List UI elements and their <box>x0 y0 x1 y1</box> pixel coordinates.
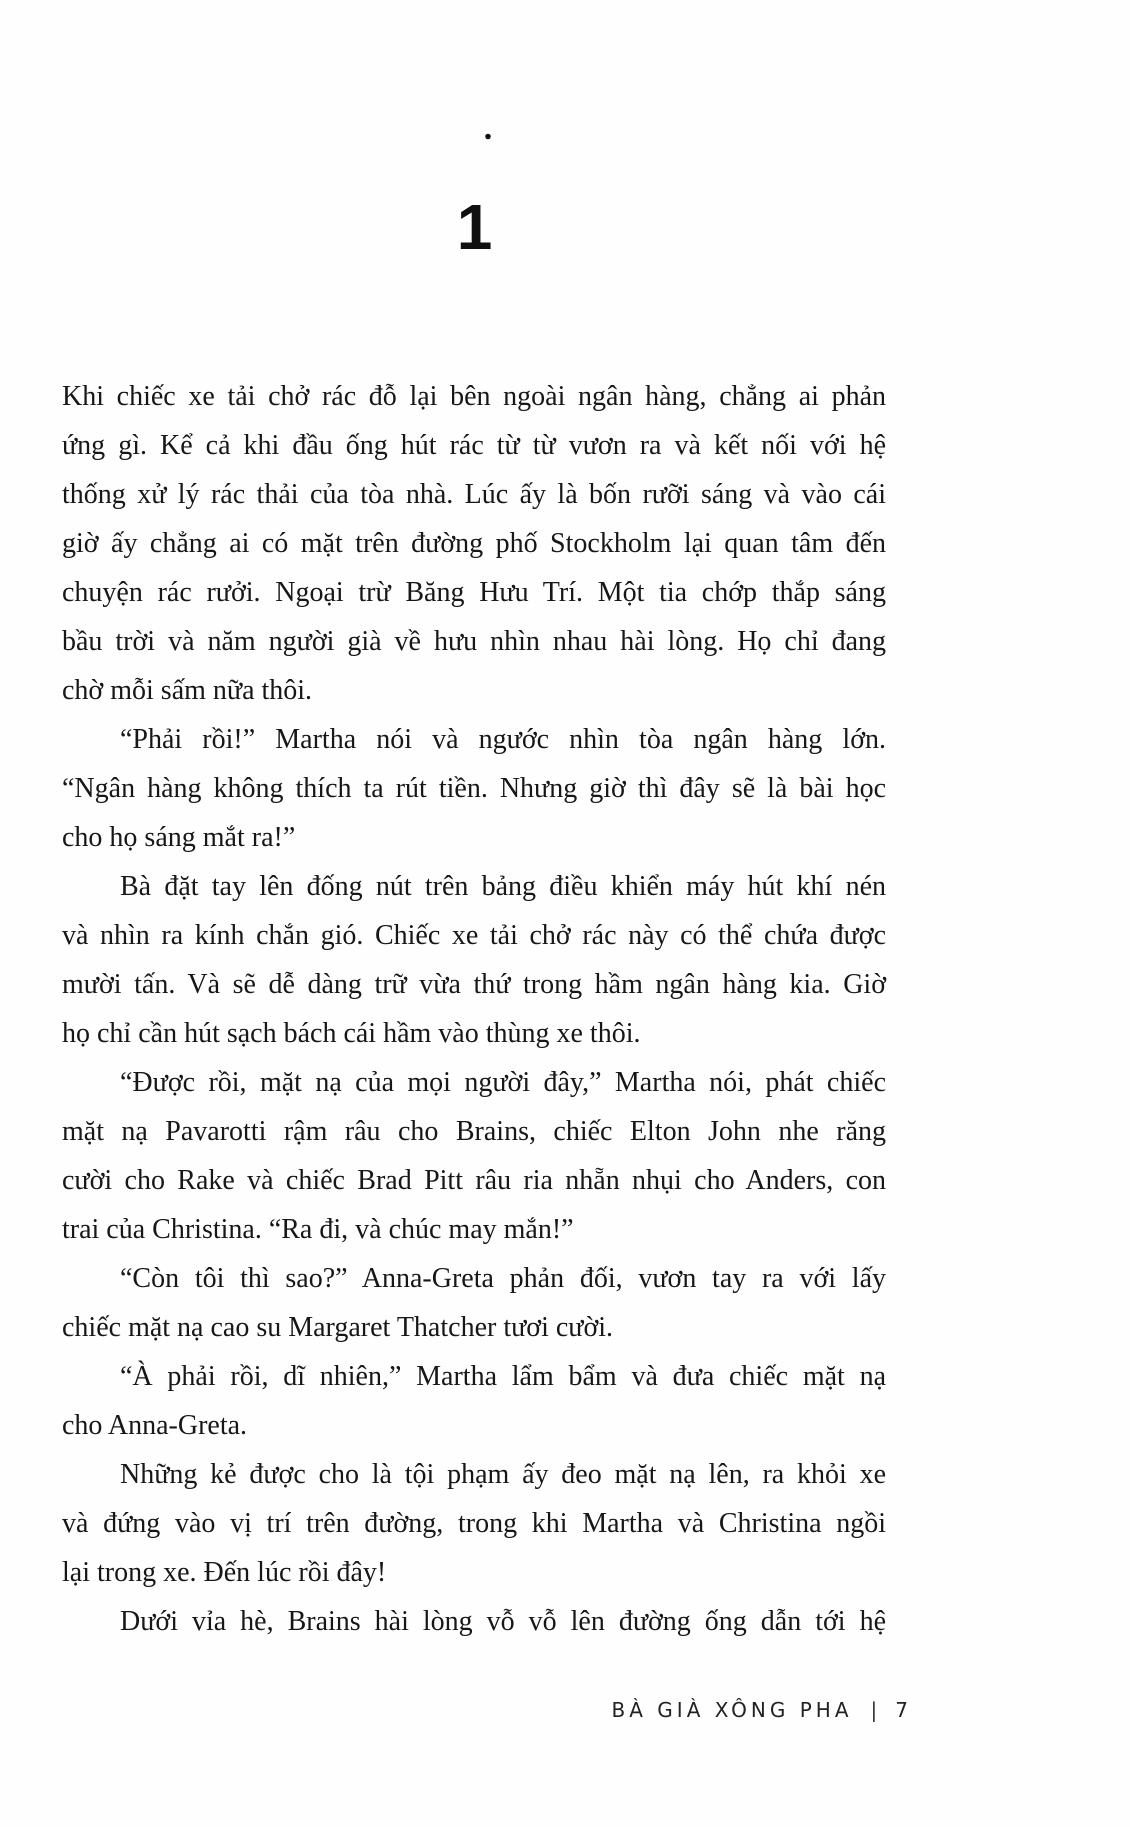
text-line: “Phải rồi!” Martha nói và ngước nhìn tòa ngân hàng lớn. <box>120 724 886 755</box>
paragraph <box>62 1254 886 1352</box>
paragraph <box>62 1058 886 1254</box>
text-line: “À phải rồi, dĩ nhiên,” Martha lẩm bẩm và đưa chiếc mặt nạ <box>120 1361 886 1392</box>
text-line: “Được rồi, mặt nạ của mọi người đây,” Martha nói, phát chiếc <box>120 1067 886 1098</box>
text-line: chuyện rác rưởi. Ngoại trừ Băng Hưu Trí. Một tia chớp thắp sáng <box>62 577 886 608</box>
text-line: “Ngân hàng không thích ta rút tiền. Nhưng giờ thì đây sẽ là bài học <box>62 773 886 804</box>
footer-separator: | <box>870 1698 882 1722</box>
text-line: chiếc mặt nạ cao su Margaret Thatcher tươi cười. <box>62 1312 614 1343</box>
text-line: ứng gì. Kể cả khi đầu ống hút rác từ từ vươn ra và kết nối với hệ <box>62 430 886 461</box>
page-footer <box>0 1697 912 1723</box>
text-line: và đứng vào vị trí trên đường, trong khi Martha và Christina ngồi <box>62 1508 886 1539</box>
ornament-dot: . <box>483 110 493 147</box>
text-line: Bà đặt tay lên đống nút trên bảng điều khiển máy hút khí nén <box>120 871 886 902</box>
paragraph <box>62 1450 886 1597</box>
paragraph <box>62 1352 886 1450</box>
text-line: và nhìn ra kính chắn gió. Chiếc xe tải chở rác này có thể chứa được <box>62 920 886 951</box>
text-line: giờ ấy chẳng ai có mặt trên đường phố Stockholm lại quan tâm đến <box>62 528 886 559</box>
text-line: Những kẻ được cho là tội phạm ấy đeo mặt nạ lên, ra khỏi xe <box>120 1459 886 1490</box>
paragraph <box>62 715 886 862</box>
text-line: bầu trời và năm người già về hưu nhìn nhau hài lòng. Họ chỉ đang <box>62 626 886 657</box>
text-line: chờ mỗi sấm nữa thôi. <box>62 675 313 706</box>
text-line: mười tấn. Và sẽ dễ dàng trữ vừa thứ trong hầm ngân hàng kia. Giờ <box>62 969 886 1000</box>
text-line: Dưới vỉa hè, Brains hài lòng vỗ vỗ lên đường ống dẫn tới hệ <box>120 1606 886 1637</box>
text-line: trai của Christina. “Ra đi, và chúc may mắn!” <box>62 1214 574 1245</box>
text-line: cho Anna-Greta. <box>62 1410 248 1441</box>
paragraph <box>62 862 886 1058</box>
chapter-number: 1 <box>456 191 492 263</box>
paragraph <box>62 1597 886 1646</box>
text-line: Khi chiếc xe tải chở rác đỗ lại bên ngoài ngân hàng, chẳng ai phản <box>62 381 886 412</box>
text-line: thống xử lý rác thải của tòa nhà. Lúc ấy là bốn rưỡi sáng và vào cái <box>62 479 886 510</box>
text-line: cười cho Rake và chiếc Brad Pitt râu ria nhẵn nhụi cho Anders, con <box>62 1165 886 1196</box>
paragraph <box>62 372 886 715</box>
footer-book-title: BÀ GIÀ XÔNG PHA <box>611 1698 853 1722</box>
text-line: lại trong xe. Đến lúc rồi đây! <box>62 1557 387 1588</box>
footer-page-number: 7 <box>895 1698 912 1722</box>
text-line: cho họ sáng mắt ra!” <box>62 822 296 853</box>
text-line: mặt nạ Pavarotti rậm râu cho Brains, chiếc Elton John nhe răng <box>62 1116 886 1147</box>
page-body <box>62 372 886 1646</box>
text-line: họ chỉ cần hút sạch bách cái hầm vào thùng xe thôi. <box>62 1018 641 1049</box>
text-line: “Còn tôi thì sao?” Anna-Greta phản đối, vươn tay ra với lấy <box>120 1263 886 1294</box>
